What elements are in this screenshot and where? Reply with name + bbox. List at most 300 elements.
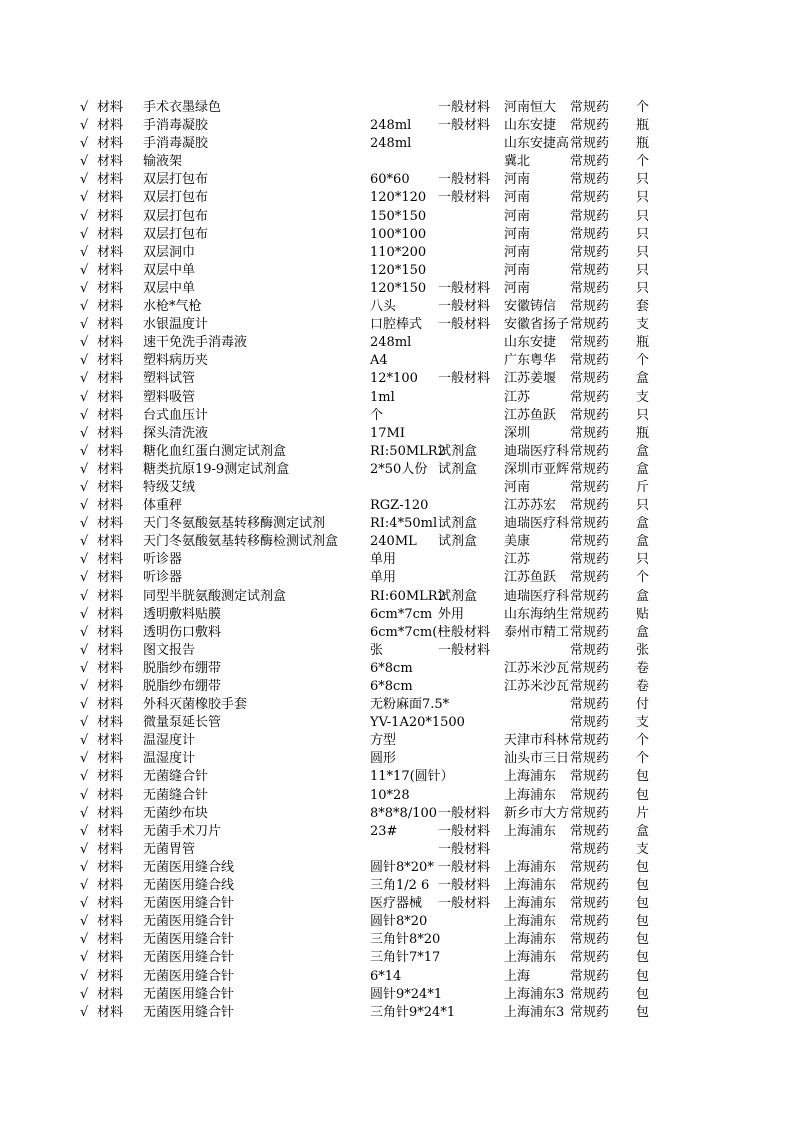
unit-cell: 斤 [636, 479, 650, 495]
table-row [0, 968, 793, 986]
material-type-cell: 一般材料 [438, 118, 491, 134]
category-cell: 材料 [97, 570, 124, 586]
item-name-cell: 双层中单 [143, 280, 196, 296]
spec-cell: 6cm*7cm [370, 606, 433, 622]
manufacturer-cell: 上海浦东 [504, 823, 557, 839]
item-name-cell: 无菌医用缝合针 [143, 932, 235, 948]
item-name-cell: 水枪*气枪 [143, 299, 202, 315]
item-name-cell: 探头清洗液 [143, 425, 209, 441]
class-cell: 常规药 [570, 751, 610, 767]
material-type-cell: 一般材料 [438, 823, 491, 839]
check-mark: √ [80, 733, 89, 749]
unit-cell: 包 [636, 968, 650, 984]
unit-cell: 只 [636, 244, 650, 260]
item-name-cell: 双层打包布 [143, 208, 209, 224]
manufacturer-cell: 泰州市精工 [504, 624, 570, 640]
item-name-cell: 天门冬氨酸氨基转移酶测定试剂 [143, 516, 326, 532]
table-row [0, 280, 793, 298]
item-name-cell: 无菌医用缝合针 [143, 968, 235, 984]
check-mark: √ [80, 896, 89, 912]
unit-cell: 包 [636, 986, 650, 1002]
class-cell: 常规药 [570, 805, 610, 821]
check-mark: √ [80, 588, 89, 604]
manufacturer-cell: 江苏姜堰 [504, 371, 557, 387]
category-cell: 材料 [97, 642, 124, 658]
unit-cell: 包 [636, 1004, 650, 1020]
manufacturer-cell: 江苏米沙瓦 [504, 660, 570, 676]
check-mark: √ [80, 443, 89, 459]
category-cell: 材料 [97, 769, 124, 785]
table-row [0, 696, 793, 714]
manufacturer-cell: 河南 [504, 280, 531, 296]
class-cell: 常规药 [570, 299, 610, 315]
category-cell: 材料 [97, 226, 124, 242]
unit-cell: 只 [636, 552, 650, 568]
manufacturer-cell: 河南 [504, 208, 531, 224]
item-name-cell: 双层打包布 [143, 172, 209, 188]
manufacturer-cell: 江苏米沙瓦 [504, 679, 570, 694]
check-mark: √ [80, 624, 89, 640]
class-cell: 常规药 [570, 715, 610, 731]
spec-cell: 60*60 [370, 172, 410, 188]
spreadsheet-page [0, 99, 793, 1022]
spec-cell: 6cm*7cm(柱 [370, 624, 451, 640]
material-type-cell: 一般材料 [438, 624, 491, 640]
check-mark: √ [80, 715, 89, 731]
class-cell: 常规药 [570, 461, 610, 477]
unit-cell: 包 [636, 914, 650, 930]
table-row [0, 407, 793, 425]
unit-cell: 盒 [636, 823, 650, 839]
category-cell: 材料 [97, 407, 124, 423]
spec-cell: 圆形 [370, 751, 397, 767]
class-cell: 常规药 [570, 479, 610, 495]
manufacturer-cell: 山东安捷 [504, 118, 557, 134]
manufacturer-cell: 汕头市三日 [504, 751, 570, 767]
check-mark: √ [80, 190, 89, 206]
item-name-cell: 透明伤口敷料 [143, 624, 222, 640]
class-cell: 常规药 [570, 172, 610, 188]
table-row [0, 298, 793, 316]
manufacturer-cell: 上海浦东 [504, 878, 557, 894]
spec-cell: 120*150 [370, 280, 427, 296]
item-name-cell: 双层中单 [143, 262, 196, 278]
item-name-cell: 听诊器 [143, 570, 183, 586]
check-mark: √ [80, 389, 89, 405]
spec-cell: 6*8cm [370, 679, 413, 694]
material-type-cell: 试剂盒 [438, 534, 478, 550]
category-cell: 材料 [97, 154, 124, 170]
table-row [0, 624, 793, 642]
check-mark: √ [80, 353, 89, 369]
class-cell: 常规药 [570, 226, 610, 242]
manufacturer-cell: 上海浦东 [504, 769, 557, 785]
manufacturer-cell: 安徽铸信 [504, 299, 557, 315]
category-cell: 材料 [97, 443, 124, 459]
table-row [0, 750, 793, 768]
item-name-cell: 输液架 [143, 154, 183, 170]
category-cell: 材料 [97, 371, 124, 387]
check-mark: √ [80, 570, 89, 586]
spec-cell: 圆针8*20* [370, 859, 434, 875]
spec-cell: 6*8cm [370, 660, 413, 676]
spec-cell: 248ml [370, 136, 412, 152]
item-name-cell: 无菌医用缝合线 [143, 878, 235, 894]
item-name-cell: 糖化血红蛋白测定试剂盒 [143, 443, 287, 459]
item-name-cell: 温湿度计 [143, 733, 196, 749]
unit-cell: 包 [636, 787, 650, 803]
item-name-cell: 糖类抗原19-9测定试剂盒 [143, 461, 290, 477]
unit-cell: 包 [636, 859, 650, 875]
table-row [0, 515, 793, 533]
category-cell: 材料 [97, 679, 124, 694]
manufacturer-cell: 上海浦东 [504, 914, 557, 930]
spec-cell: RGZ-120 [370, 498, 429, 514]
spec-cell: 8*8*8/100 [370, 805, 438, 821]
check-mark: √ [80, 932, 89, 948]
unit-cell: 个 [636, 353, 650, 369]
category-cell: 材料 [97, 244, 124, 260]
item-name-cell: 塑料试管 [143, 371, 196, 387]
category-cell: 材料 [97, 950, 124, 966]
spec-cell: 11*17(圆针） [370, 769, 454, 785]
item-name-cell: 手术衣墨绿色 [143, 100, 222, 115]
item-name-cell: 脱脂纱布绷带 [143, 660, 222, 676]
unit-cell: 盒 [636, 516, 650, 532]
manufacturer-cell: 上海浦东 [504, 950, 557, 966]
category-cell: 材料 [97, 896, 124, 912]
unit-cell: 包 [636, 896, 650, 912]
class-cell: 常规药 [570, 498, 610, 514]
spec-cell: 八头 [370, 299, 397, 315]
category-cell: 材料 [97, 479, 124, 495]
table-row [0, 551, 793, 569]
material-type-cell: 一般材料 [438, 841, 491, 857]
check-mark: √ [80, 118, 89, 134]
item-name-cell: 无菌医用缝合针 [143, 986, 235, 1002]
manufacturer-cell: 上海浦东 [504, 859, 557, 875]
check-mark: √ [80, 841, 89, 857]
manufacturer-cell: 安徽省扬子 [504, 317, 570, 333]
material-type-cell: 一般材料 [438, 859, 491, 875]
table-row [0, 805, 793, 823]
category-cell: 材料 [97, 516, 124, 532]
manufacturer-cell: 河南恒大 [504, 100, 557, 115]
table-row [0, 117, 793, 135]
item-name-cell: 无菌胃管 [143, 841, 196, 857]
class-cell: 常规药 [570, 208, 610, 224]
item-name-cell: 微量泵延长管 [143, 715, 222, 731]
material-type-cell: 一般材料 [438, 172, 491, 188]
spec-cell: 12*100 [370, 371, 418, 387]
spec-cell: 口腔棒式 [370, 317, 423, 333]
unit-cell: 只 [636, 172, 650, 188]
class-cell: 常规药 [570, 262, 610, 278]
unit-cell: 个 [636, 154, 650, 170]
unit-cell: 支 [636, 389, 650, 405]
class-cell: 常规药 [570, 443, 610, 459]
spec-cell: 6*14 [370, 968, 402, 984]
unit-cell: 瓶 [636, 425, 650, 441]
table-row [0, 931, 793, 949]
category-cell: 材料 [97, 118, 124, 134]
category-cell: 材料 [97, 660, 124, 676]
spec-cell: 三角1/2 6 [370, 878, 430, 894]
item-name-cell: 无菌缝合针 [143, 769, 209, 785]
category-cell: 材料 [97, 1004, 124, 1020]
spec-cell: 1ml [370, 389, 395, 405]
class-cell: 常规药 [570, 588, 610, 604]
table-row [0, 949, 793, 967]
manufacturer-cell: 河南 [504, 226, 531, 242]
class-cell: 常规药 [570, 914, 610, 930]
material-type-cell: 试剂盒 [438, 516, 478, 532]
spec-cell: 120*120 [370, 190, 427, 206]
manufacturer-cell: 新乡市大方 [504, 805, 570, 821]
category-cell: 材料 [97, 262, 124, 278]
class-cell: 常规药 [570, 968, 610, 984]
class-cell: 常规药 [570, 154, 610, 170]
table-row [0, 841, 793, 859]
material-type-cell: 一般材料 [438, 371, 491, 387]
class-cell: 常规药 [570, 570, 610, 586]
unit-cell: 支 [636, 317, 650, 333]
check-mark: √ [80, 335, 89, 351]
item-name-cell: 台式血压计 [143, 407, 209, 423]
class-cell: 常规药 [570, 787, 610, 803]
check-mark: √ [80, 516, 89, 532]
check-mark: √ [80, 697, 89, 713]
category-cell: 材料 [97, 823, 124, 839]
table-row [0, 732, 793, 750]
spec-cell: 110*200 [370, 244, 427, 260]
material-type-cell: 一般材料 [438, 642, 491, 658]
category-cell: 材料 [97, 100, 124, 115]
table-row [0, 642, 793, 660]
category-cell: 材料 [97, 136, 124, 152]
unit-cell: 包 [636, 932, 650, 948]
material-type-cell: 一般材料 [438, 805, 491, 821]
category-cell: 材料 [97, 588, 124, 604]
table-row [0, 569, 793, 587]
check-mark: √ [80, 299, 89, 315]
manufacturer-cell: 上海浦东 [504, 932, 557, 948]
manufacturer-cell: 河南 [504, 262, 531, 278]
manufacturer-cell: 冀北 [504, 154, 531, 170]
material-type-cell: 一般材料 [438, 896, 491, 912]
unit-cell: 包 [636, 950, 650, 966]
item-name-cell: 无菌纱布块 [143, 805, 209, 821]
category-cell: 材料 [97, 986, 124, 1002]
class-cell: 常规药 [570, 244, 610, 260]
unit-cell: 盒 [636, 371, 650, 387]
manufacturer-cell: 上海 [504, 968, 531, 984]
material-type-cell: 一般材料 [438, 317, 491, 333]
unit-cell: 包 [636, 769, 650, 785]
item-name-cell: 塑料病历夹 [143, 353, 209, 369]
category-cell: 材料 [97, 389, 124, 405]
item-name-cell: 速干免洗手消毒液 [143, 335, 248, 351]
manufacturer-cell: 江苏苏宏 [504, 498, 557, 514]
check-mark: √ [80, 136, 89, 152]
check-mark: √ [80, 534, 89, 550]
spec-cell: 23# [370, 823, 398, 839]
check-mark: √ [80, 823, 89, 839]
class-cell: 常规药 [570, 552, 610, 568]
manufacturer-cell: 河南 [504, 479, 531, 495]
table-row [0, 479, 793, 497]
manufacturer-cell: 江苏鱼跃 [504, 407, 557, 423]
spec-cell: 三角针7*17 [370, 950, 441, 966]
check-mark: √ [80, 805, 89, 821]
class-cell: 常规药 [570, 136, 610, 152]
spec-cell: 100*100 [370, 226, 427, 242]
spec-cell: 圆针8*20 [370, 914, 428, 930]
table-row [0, 208, 793, 226]
manufacturer-cell: 河南 [504, 190, 531, 206]
table-row [0, 986, 793, 1004]
class-cell: 常规药 [570, 733, 610, 749]
check-mark: √ [80, 914, 89, 930]
check-mark: √ [80, 986, 89, 1002]
spec-cell: 圆针9*24*1 [370, 986, 443, 1002]
item-name-cell: 听诊器 [143, 552, 183, 568]
table-row [0, 135, 793, 153]
material-type-cell: 外用 [438, 606, 465, 622]
manufacturer-cell: 河南 [504, 244, 531, 260]
unit-cell: 张 [636, 642, 650, 658]
unit-cell: 只 [636, 407, 650, 423]
table-row [0, 244, 793, 262]
table-row [0, 334, 793, 352]
class-cell: 常规药 [570, 1004, 610, 1020]
manufacturer-cell: 江苏 [504, 552, 531, 568]
table-row [0, 461, 793, 479]
class-cell: 常规药 [570, 823, 610, 839]
spec-cell: 240ML [370, 534, 417, 550]
check-mark: √ [80, 154, 89, 170]
class-cell: 常规药 [570, 534, 610, 550]
manufacturer-cell: 上海浦东3 [504, 986, 565, 1002]
spec-cell: 2*50人份 [370, 461, 428, 477]
material-type-cell: 一般材料 [438, 100, 491, 115]
table-row [0, 787, 793, 805]
table-row [0, 171, 793, 189]
check-mark: √ [80, 280, 89, 296]
category-cell: 材料 [97, 932, 124, 948]
item-name-cell: 无菌医用缝合针 [143, 914, 235, 930]
class-cell: 常规药 [570, 932, 610, 948]
item-name-cell: 外科灭菌橡胶手套 [143, 697, 248, 713]
spec-cell: 150*150 [370, 208, 427, 224]
table-row [0, 678, 793, 696]
category-cell: 材料 [97, 606, 124, 622]
spec-cell: 120*150 [370, 262, 427, 278]
class-cell: 常规药 [570, 642, 610, 658]
class-cell: 常规药 [570, 950, 610, 966]
category-cell: 材料 [97, 624, 124, 640]
category-cell: 材料 [97, 498, 124, 514]
category-cell: 材料 [97, 787, 124, 803]
manufacturer-cell: 美康 [504, 534, 531, 550]
unit-cell: 盒 [636, 588, 650, 604]
spec-cell: YV-1A20*1500 [370, 715, 465, 731]
table-row [0, 497, 793, 515]
unit-cell: 卷 [636, 660, 650, 676]
material-type-cell: 一般材料 [438, 299, 491, 315]
class-cell: 常规药 [570, 353, 610, 369]
unit-cell: 个 [636, 733, 650, 749]
category-cell: 材料 [97, 461, 124, 477]
item-name-cell: 无菌缝合针 [143, 787, 209, 803]
manufacturer-cell: 天津市科林 [504, 733, 570, 749]
spec-cell: 单用 [370, 570, 397, 586]
material-type-cell: 试剂盒 [438, 443, 478, 459]
check-mark: √ [80, 425, 89, 441]
unit-cell: 支 [636, 841, 650, 857]
material-type-cell: 一般材料 [438, 190, 491, 206]
unit-cell: 盒 [636, 461, 650, 477]
spec-cell: RI:50MLR2 [370, 443, 446, 459]
check-mark: √ [80, 208, 89, 224]
unit-cell: 瓶 [636, 118, 650, 134]
manufacturer-cell: 江苏鱼跃 [504, 570, 557, 586]
manufacturer-cell: 广东粤华 [504, 353, 557, 369]
class-cell: 常规药 [570, 190, 610, 206]
check-mark: √ [80, 642, 89, 658]
check-mark: √ [80, 751, 89, 767]
class-cell: 常规药 [570, 407, 610, 423]
table-row [0, 714, 793, 732]
unit-cell: 个 [636, 751, 650, 767]
spec-cell: A4 [370, 353, 388, 369]
check-mark: √ [80, 226, 89, 242]
check-mark: √ [80, 552, 89, 568]
manufacturer-cell: 迪瑞医疗科 [504, 588, 570, 604]
item-name-cell: 手消毒凝胶 [143, 136, 209, 152]
check-mark: √ [80, 606, 89, 622]
category-cell: 材料 [97, 859, 124, 875]
manufacturer-cell: 上海浦东3 [504, 1004, 565, 1020]
category-cell: 材料 [97, 353, 124, 369]
class-cell: 常规药 [570, 841, 610, 857]
unit-cell: 卷 [636, 679, 650, 694]
table-row [0, 660, 793, 678]
check-mark: √ [80, 172, 89, 188]
manufacturer-cell: 深圳 [504, 425, 531, 441]
class-cell: 常规药 [570, 679, 610, 694]
manufacturer-cell: 深圳市亚辉 [504, 461, 570, 477]
table-row [0, 606, 793, 624]
material-type-cell: 试剂盒 [438, 588, 478, 604]
class-cell: 常规药 [570, 624, 610, 640]
table-row [0, 877, 793, 895]
check-mark: √ [80, 498, 89, 514]
category-cell: 材料 [97, 299, 124, 315]
item-name-cell: 体重秤 [143, 498, 183, 514]
unit-cell: 只 [636, 262, 650, 278]
unit-cell: 盒 [636, 534, 650, 550]
check-mark: √ [80, 660, 89, 676]
category-cell: 材料 [97, 968, 124, 984]
class-cell: 常规药 [570, 769, 610, 785]
table-row [0, 913, 793, 931]
material-type-cell: 一般材料 [438, 878, 491, 894]
spec-cell: 无粉麻面7.5* [370, 697, 450, 713]
category-cell: 材料 [97, 751, 124, 767]
unit-cell: 只 [636, 280, 650, 296]
spec-cell: RI:60MLR2 [370, 588, 446, 604]
